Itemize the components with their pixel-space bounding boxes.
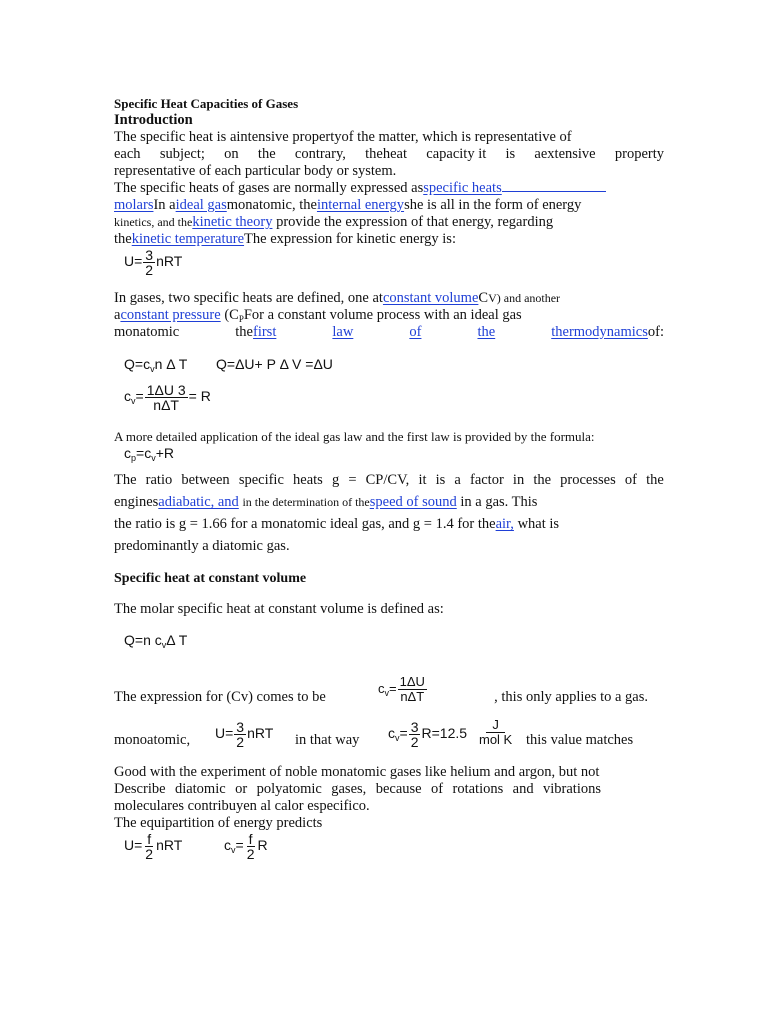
eq-term: c	[388, 725, 395, 742]
word: and	[512, 781, 534, 797]
text-run: In a	[153, 197, 176, 213]
fraction	[398, 675, 427, 704]
paragraph-text: A more detailed application of the ideal gas law and the first law is provided by the formula:	[114, 429, 595, 444]
word: in	[512, 472, 525, 488]
paragraph-line-justified	[114, 324, 664, 341]
eq-term: c	[378, 680, 385, 696]
word: the	[235, 324, 253, 340]
eq-term: n Δ T	[154, 356, 188, 372]
numerator: 3	[145, 247, 154, 263]
subscript: p	[131, 453, 137, 463]
eq-term: =	[399, 725, 408, 742]
word: specific	[238, 472, 284, 488]
link-constant-volume[interactable]: constant volume	[382, 290, 479, 306]
denominator: nΔT	[153, 397, 179, 413]
word: Describe	[114, 781, 166, 797]
word: the	[646, 472, 664, 488]
paragraph-line-justified	[114, 781, 601, 798]
section-heading-introduction: Introduction	[114, 112, 193, 128]
subscript: P	[238, 314, 244, 324]
paragraph-text: in that way	[295, 732, 360, 748]
word: CP/CV,	[365, 472, 410, 488]
word: subject;	[159, 146, 205, 162]
numerator: 3	[410, 719, 419, 735]
word: the	[257, 146, 276, 162]
eq-term: nRT	[156, 837, 183, 854]
link-ideal-gas[interactable]: ideal gas	[175, 197, 227, 213]
denominator: 2	[145, 846, 154, 862]
equation-equipartition-energy	[124, 832, 182, 861]
text-run	[235, 324, 276, 341]
equation-kinetic-energy	[215, 720, 273, 749]
paragraph-line-justified	[114, 146, 664, 163]
text-run: the ratio is g = 1.66 for a monatomic ideal gas, and g = 1.4 for the	[114, 516, 496, 532]
equation-cp	[124, 445, 174, 466]
word: polyatomic	[256, 781, 322, 797]
equation-unit	[476, 718, 515, 747]
document-title: Specific Heat Capacities of Gases	[114, 96, 299, 111]
paragraph-text: The molar specific heat at constant volume is defined as:	[114, 601, 444, 617]
paragraph-text: The specific heat is aintensive propertyof the matter, which is representative of	[114, 129, 572, 145]
text-run: monatomic, the	[226, 197, 317, 213]
paragraph-line	[114, 494, 664, 511]
eq-term: =	[235, 837, 244, 854]
word: theheat	[365, 146, 408, 162]
eq-term: c	[124, 388, 131, 405]
link-constant-pressure[interactable]: constant pressure	[120, 307, 221, 323]
link-specific-heats[interactable]: specific heats	[423, 180, 502, 196]
equation-cv-value	[388, 720, 467, 749]
word: gases,	[331, 781, 367, 797]
text-run: engines	[114, 494, 159, 510]
equation-first-law: Q=ΔU+ P Δ V =ΔU	[216, 356, 333, 372]
numerator: 1ΔU	[399, 674, 425, 689]
word: vibrations	[543, 781, 601, 797]
word: aextensive	[534, 146, 596, 162]
text-run: (C	[224, 307, 239, 323]
denominator: 2	[246, 846, 255, 862]
text-run: This	[511, 494, 538, 510]
word: because	[375, 781, 422, 797]
word: processes	[560, 472, 616, 488]
text-run: she is all in the form of energy	[404, 197, 582, 213]
denominator: mol K	[479, 732, 513, 747]
section-heading-constant-volume: Specific heat at constant volume	[114, 571, 307, 586]
word: property	[614, 146, 664, 162]
eq-lhs: U=	[124, 253, 143, 270]
eq-term: R	[257, 837, 268, 854]
text-run: The specific heats of gases are normally expressed as	[114, 180, 424, 196]
fraction	[409, 720, 421, 749]
word: of:	[647, 324, 664, 340]
paragraph-text: predominantly a diatomic gas.	[114, 538, 290, 554]
eq-term: =	[135, 388, 144, 405]
fraction	[143, 832, 155, 861]
word: is	[505, 146, 516, 162]
word: a	[454, 472, 461, 488]
eq-term: +R	[155, 445, 174, 461]
fraction	[145, 383, 188, 412]
link-speed-of-sound[interactable]: speed of sound	[369, 494, 457, 510]
fraction	[143, 248, 155, 277]
word: diatomic	[174, 781, 226, 797]
numerator: 1ΔU 3	[146, 382, 186, 398]
fraction	[234, 720, 246, 749]
paragraph-line	[114, 197, 664, 214]
equation-kinetic-energy	[124, 248, 182, 277]
link-kinetic-temperature[interactable]: kinetic temperature	[131, 231, 245, 247]
text-run: monatomic	[114, 324, 180, 340]
word: capacity it	[426, 146, 487, 162]
link-the[interactable]: the	[477, 324, 496, 340]
text-run: For a constant volume process with an ideal gas	[243, 307, 522, 323]
word: heats	[293, 472, 323, 488]
paragraph-line	[114, 214, 664, 231]
word: of	[431, 781, 444, 797]
word: contrary,	[294, 146, 346, 162]
link-of[interactable]: of	[409, 324, 422, 340]
equation-heat-molar	[124, 632, 187, 653]
paragraph-text: The equipartition of energy predicts	[114, 815, 323, 831]
eq-term: nRT	[156, 253, 183, 270]
eq-term: = R	[188, 388, 211, 405]
fraction	[245, 832, 257, 861]
word: of	[624, 472, 637, 488]
subscript: v	[395, 733, 400, 744]
link-underline	[502, 191, 606, 192]
numerator: f	[147, 831, 152, 847]
link-kinetic-theory[interactable]: kinetic theory	[192, 214, 273, 230]
text-run: the	[114, 231, 132, 247]
subscript: v	[161, 640, 167, 650]
link-law[interactable]: law	[332, 324, 354, 340]
fraction	[477, 718, 514, 747]
word: it	[418, 472, 427, 488]
link-thermodynamics[interactable]: thermodynamics	[551, 324, 648, 340]
denominator: 2	[145, 262, 154, 278]
equation-cv	[124, 383, 211, 412]
numerator: f	[248, 831, 253, 847]
word: The	[114, 472, 137, 488]
eq-term: R	[421, 725, 432, 742]
eq-term: nRT	[247, 725, 274, 742]
text-run: provide the expression of that energy, regarding	[276, 214, 554, 230]
link-adiabatic[interactable]: adiabatic, and	[158, 494, 239, 510]
eq-term: c	[224, 837, 231, 854]
word: the	[533, 472, 552, 488]
text-run: a	[114, 307, 121, 323]
paragraph-text: this value matches	[526, 732, 634, 748]
word: each	[114, 146, 141, 162]
denominator: 2	[236, 734, 245, 750]
subscript: v	[131, 396, 136, 407]
text-run: in the determination of the	[242, 495, 370, 509]
eq-term: Δ T	[166, 632, 188, 648]
text-run: The expression for kinetic energy is:	[244, 231, 456, 247]
paragraph-text: monoatomic,	[114, 732, 191, 748]
text-run: , this only applies to a gas.	[494, 689, 648, 705]
numerator: J	[486, 718, 505, 733]
equation-equipartition-cv	[224, 832, 268, 861]
paragraph-line	[114, 231, 664, 248]
eq-lhs: U=	[124, 837, 143, 854]
text-run: C	[478, 290, 489, 306]
link-molars[interactable]: molars	[114, 197, 154, 213]
eq-term: Q=c	[124, 356, 151, 372]
word: =	[348, 472, 357, 488]
subscript: v	[384, 687, 389, 698]
eq-lhs: U=	[215, 725, 234, 742]
paragraph-line	[114, 290, 664, 307]
link-first-law[interactable]: first	[253, 324, 277, 340]
denominator: 2	[410, 734, 419, 750]
word: factor	[469, 472, 504, 488]
equation-heat-volume: $Q=c_vn$ Δ T	[124, 356, 188, 374]
paragraph-line-justified	[114, 472, 664, 489]
paragraph-line	[114, 180, 664, 197]
eq-term: =	[389, 680, 397, 696]
link-internal-energy[interactable]: internal energy	[316, 197, 405, 213]
eq-term: c	[124, 445, 131, 461]
word: or	[235, 781, 248, 797]
eq-term: =c	[136, 445, 152, 461]
paragraph-line	[114, 516, 664, 533]
eq-term: =12.5	[431, 725, 468, 742]
paragraph-text: representative of each particular body or system.	[114, 163, 397, 179]
word: is	[435, 472, 446, 488]
paragraph-text: Good with the experiment of noble monatomic gases like helium and argon, but not	[114, 764, 600, 780]
text-run: V) and another	[488, 291, 561, 305]
word: between	[181, 472, 230, 488]
word: rotations	[452, 781, 504, 797]
word: ratio	[145, 472, 173, 488]
text-run: The expression for (Cv) comes to be	[114, 689, 326, 705]
word: g	[331, 472, 340, 488]
text-run: In gases, two specific heats are defined, one at	[114, 290, 383, 306]
equation-cv-definition	[378, 675, 428, 704]
eq-term: Q=n c	[124, 632, 162, 648]
denominator: nΔT	[400, 689, 425, 704]
subscript: v	[151, 453, 156, 463]
numerator: 3	[236, 719, 245, 735]
word: on	[224, 146, 239, 162]
text-run	[551, 324, 664, 341]
text-run: kinetics, and the	[114, 215, 193, 229]
subscript: v	[231, 845, 236, 856]
text-run: what is	[517, 516, 560, 532]
link-air[interactable]: air,	[495, 516, 514, 532]
paragraph-text: moleculares contribuyen al calor especifico.	[114, 798, 370, 814]
text-run: in a gas.	[460, 494, 509, 510]
